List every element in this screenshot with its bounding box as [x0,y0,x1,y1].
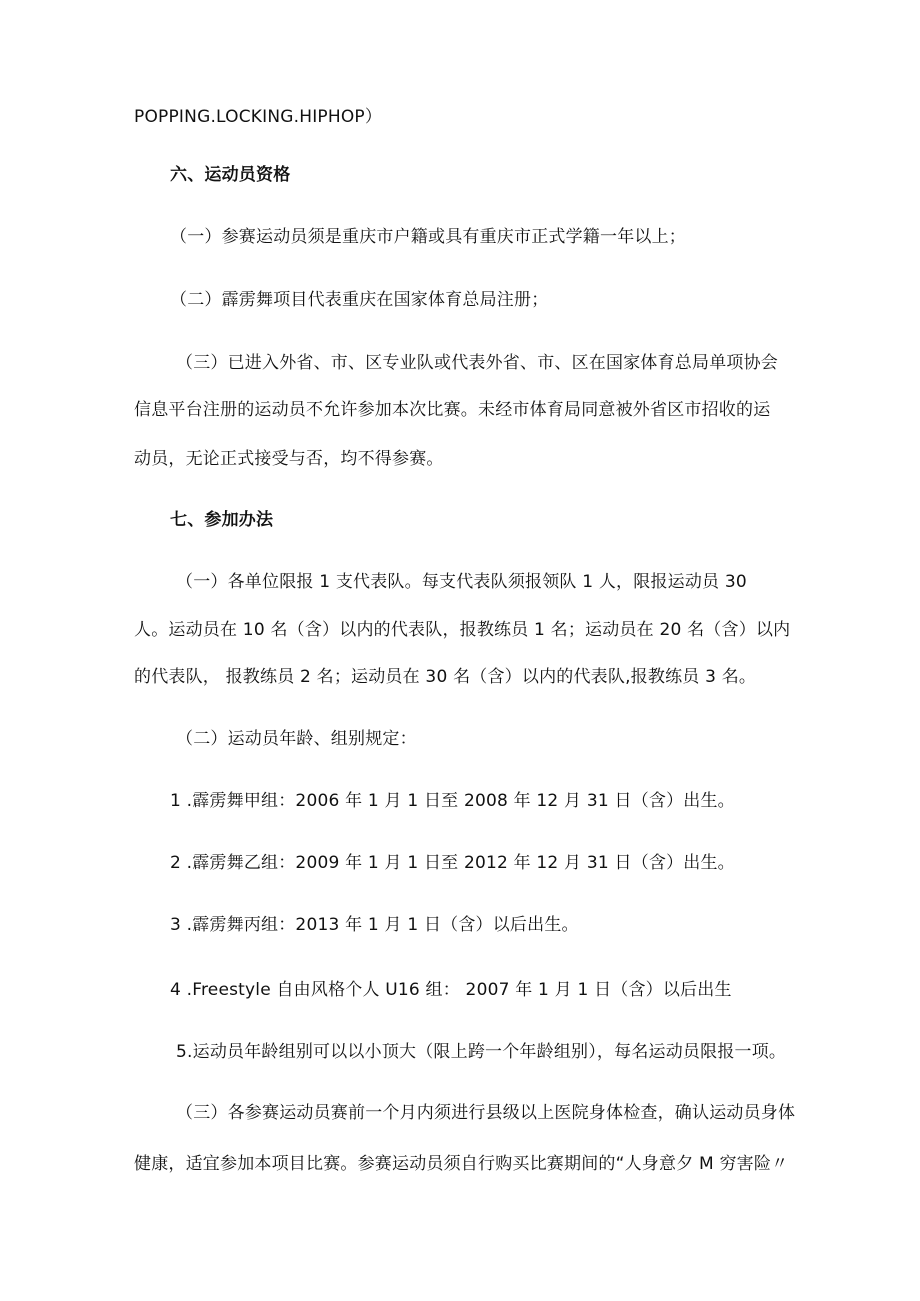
line-popping-locking-hiphop: POPPING.LOCKING.HIPHOP） [134,107,383,127]
paragraph-participation-1-line-1: （一）各单位限报 1 支代表队。每支代表队须报领队 1 人，限报运动员 30 [176,572,747,592]
section-heading-participation-method: 七、参加办法 [170,510,274,530]
paragraph-qualification-3-line-2: 信息平台注册的运动员不允许参加本次比赛。未经市体育局同意被外省区市招收的运 [134,400,771,420]
paragraph-age-group-rules: （二）运动员年龄、组别规定： [176,729,417,749]
paragraph-participation-1-line-3: 的代表队， 报教练员 2 名；运动员在 30 名（含）以内的代表队,报教练员 3 名。 [134,667,757,687]
list-item-freestyle-u16: 4 .Freestyle 自由风格个人 U16 组： 2007 年 1 月 1 日（含）以后出生 [170,980,732,1000]
paragraph-qualification-3-line-1: （三）已进入外省、市、区专业队或代表外省、市、区在国家体育总局单项协会 [176,353,778,373]
paragraph-qualification-3-line-3: 动员，无论正式接受与否，均不得参赛。 [134,449,444,469]
section-heading-athlete-qualifications: 六、运动员资格 [170,165,291,185]
list-item-age-group-note: 5.运动员年龄组别可以以小顶大（限上跨一个年龄组别），每名运动员限报一项。 [176,1042,787,1062]
list-item-group-b: 2 .霹雳舞乙组：2009 年 1 月 1 日至 2012 年 12 月 31 日（含）出生。 [170,853,735,873]
paragraph-qualification-2: （二）霹雳舞项目代表重庆在国家体育总局注册； [170,290,549,310]
paragraph-health-check-line-2: 健康，适宜参加本项目比赛。参赛运动员须自行购买比赛期间的“人身意夕 M 穷害险〃 [134,1154,789,1174]
paragraph-participation-1-line-2: 人。运动员在 10 名（含）以内的代表队，报教练员 1 名；运动员在 20 名（含）以内 [134,620,791,640]
paragraph-qualification-1: （一）参赛运动员须是重庆市户籍或具有重庆市正式学籍一年以上； [170,227,686,247]
paragraph-health-check-line-1: （三）各参赛运动员赛前一个月内须进行县级以上医院身体检查，确认运动员身体 [176,1103,796,1123]
list-item-group-c: 3 .霹雳舞丙组：2013 年 1 月 1 日（含）以后出生。 [170,915,579,935]
list-item-group-a: 1 .霹雳舞甲组：2006 年 1 月 1 日至 2008 年 12 月 31 日（含）出生。 [170,791,735,811]
